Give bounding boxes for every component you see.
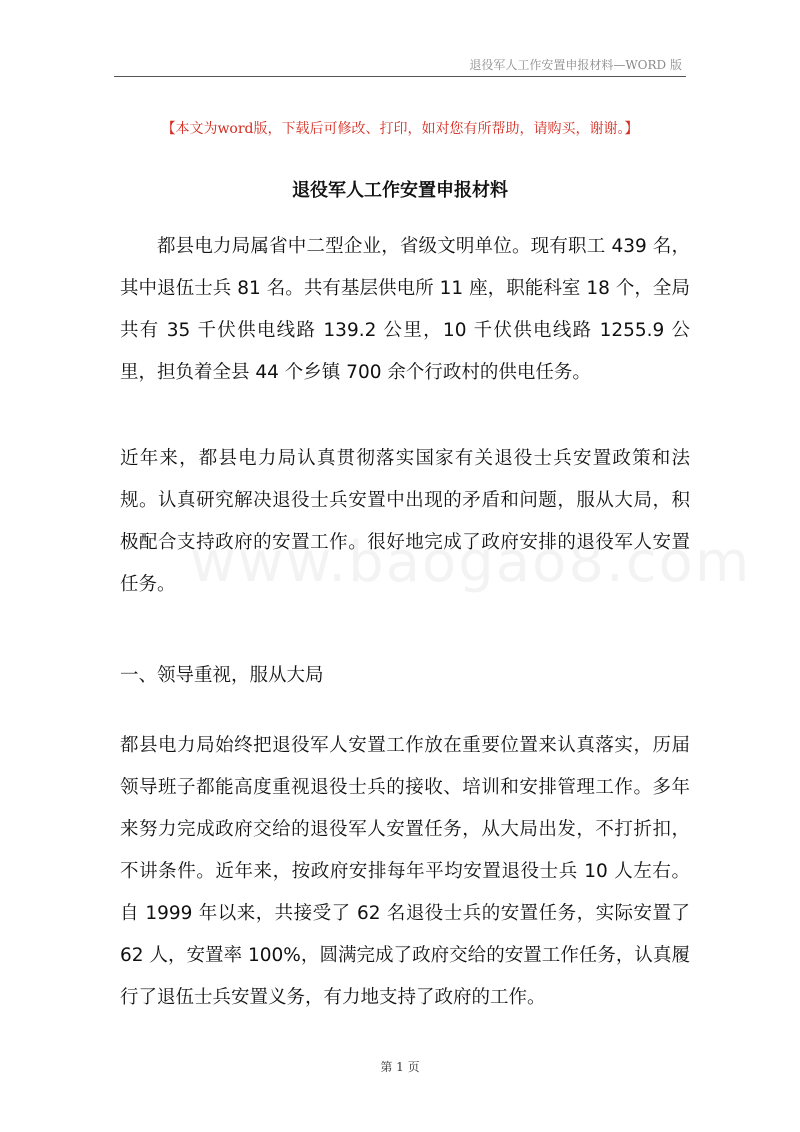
page-number: 第 1 页 (380, 1060, 420, 1074)
header-divider (114, 76, 686, 77)
paragraph-leadership: 都县电力局始终把退役军人安置工作放在重要位置来认真落实，历届领导班子都能高度重视退役士兵的接收、培训和安排管理工作。多年来努力完成政府交给的退役军人安置任务，从大局出发，不打折扣，不讲条件。近年来，按政府安排每年平均安置退役士兵 10 人左右。自 1999 年以来，共接受了 62 名退役士兵的安置任务，实际安置了 62 人，安置率 100%，圆满完成了政府交给的安置工作任务，认真履行了退伍士兵安置义务，有力地支持了政府的工作。 (120, 735, 690, 1008)
section-heading-1: 一、领导重视，服从大局 (120, 665, 324, 686)
watermark (190, 530, 751, 595)
purchase-notice: 【本文为word版，下载后可修改、打印，如对您有所帮助，请购买，谢谢。】 (161, 121, 639, 137)
paragraph-company-overview: 都县电力局属省中二型企业，省级文明单位。现有职工 439 名，其中退伍士兵 81 名。共有基层供电所 11 座，职能科室 18 个，全局共有 35 千伏供电线路 139.2 公里，10 千伏供电线路 1255.9 公里，担负着全县 44 个乡镇 700 余个行政村的供电任务。 (120, 236, 690, 383)
document-title: 退役军人工作安置申报材料 (292, 180, 508, 201)
paragraph-recent-years: 近年来，都县电力局认真贯彻落实国家有关退役士兵安置政策和法规。认真研究解决退役士兵安置中出现的矛盾和问题，服从大局，积极配合支持政府的安置工作。很好地完成了政府安排的退役军人安置任务。 (120, 448, 690, 595)
running-header-title: 退役军人工作安置申报材料—WORD 版 (469, 58, 682, 72)
